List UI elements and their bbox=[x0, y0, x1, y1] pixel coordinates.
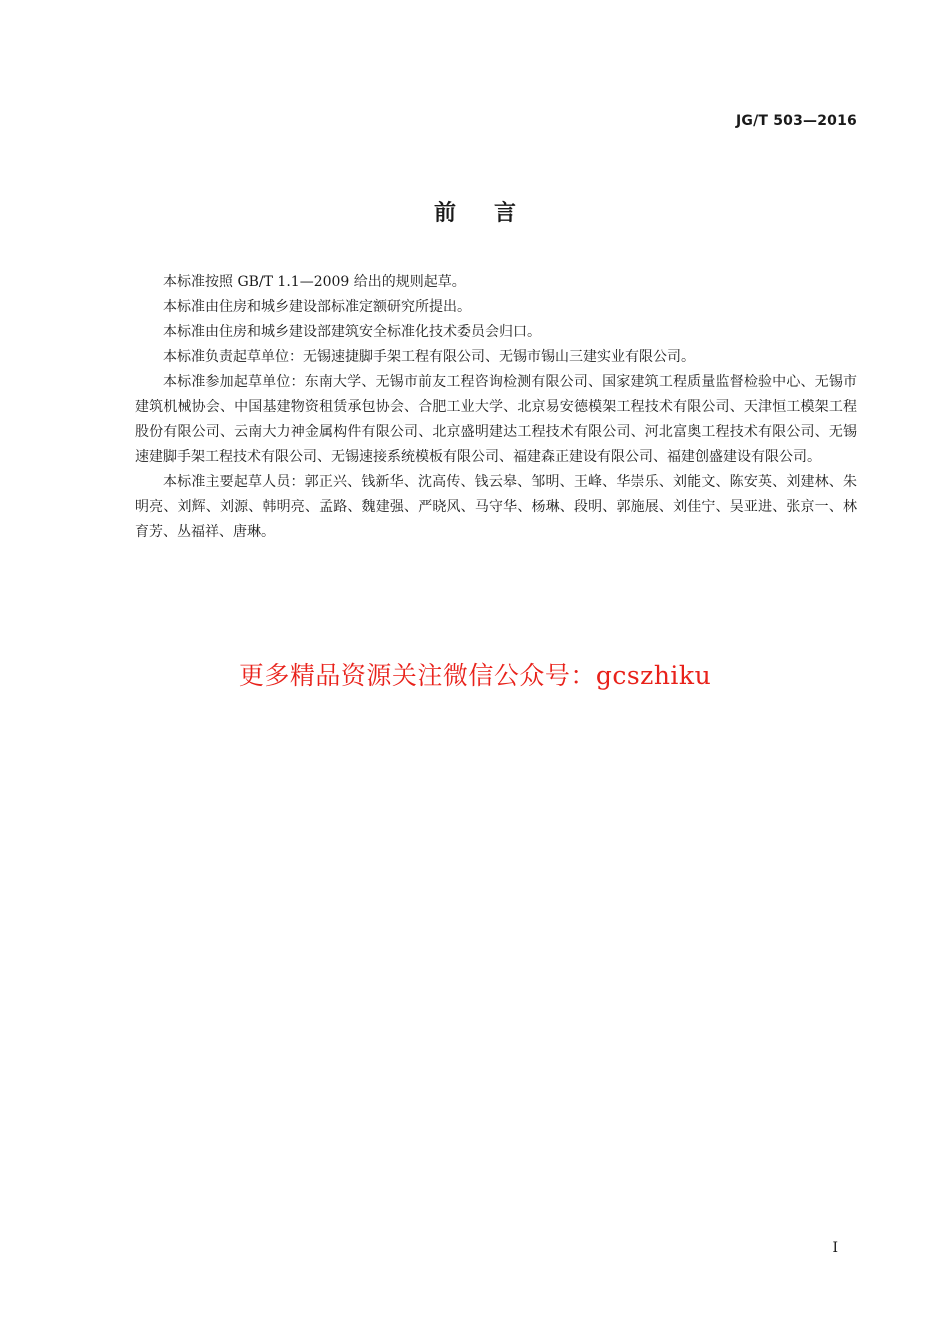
paragraph-lead-drafters: 本标准负责起草单位：无锡速捷脚手架工程有限公司、无锡市锡山三建实业有限公司。 bbox=[163, 349, 695, 365]
paragraph-participating-units: 本标准参加起草单位：东南大学、无锡市前友工程咨询检测有限公司、国家建筑工程质量监督检验中心、无锡市建筑机械协会、中国基建物资租赁承包协会、合肥工业大学、北京易安德模架工程技术有限公司、天津恒工模架工程股份有限公司、云南大力神金属构件有限公司、北京盛明建达工程技术有限公司、河北富奥工程技术有限公司、无锡速建脚手架工程技术有限公司、无锡速接系统模板有限公司、福建森正建设有限公司、福建创盛建设有限公司。 bbox=[135, 374, 857, 465]
paragraph-proposer: 本标准由住房和城乡建设部标准定额研究所提出。 bbox=[163, 299, 471, 315]
page-number: I bbox=[832, 1240, 838, 1256]
promo-watermark-text: 更多精品资源关注微信公众号：gcszhiku bbox=[238, 661, 712, 690]
standard-number: JG/T 503—2016 bbox=[735, 113, 857, 129]
foreword-body bbox=[135, 270, 857, 545]
paragraph-main-drafters: 本标准主要起草人员：郭正兴、钱新华、沈高传、钱云皋、邹明、王峰、华崇乐、刘能文、陈安英、刘建林、朱明亮、刘辉、刘源、韩明亮、孟路、魏建强、严晓风、马守华、杨琳、段明、郭施展、刘佳宁、吴亚进、张京一、林育芳、丛福祥、唐琳。 bbox=[135, 474, 857, 540]
page-title: 前言 bbox=[433, 201, 554, 226]
paragraph-committee: 本标准由住房和城乡建设部建筑安全标准化技术委员会归口。 bbox=[163, 324, 541, 340]
paragraph-drafting-rules: 本标准按照 GB/T 1.1—2009 给出的规则起草。 bbox=[163, 274, 466, 290]
